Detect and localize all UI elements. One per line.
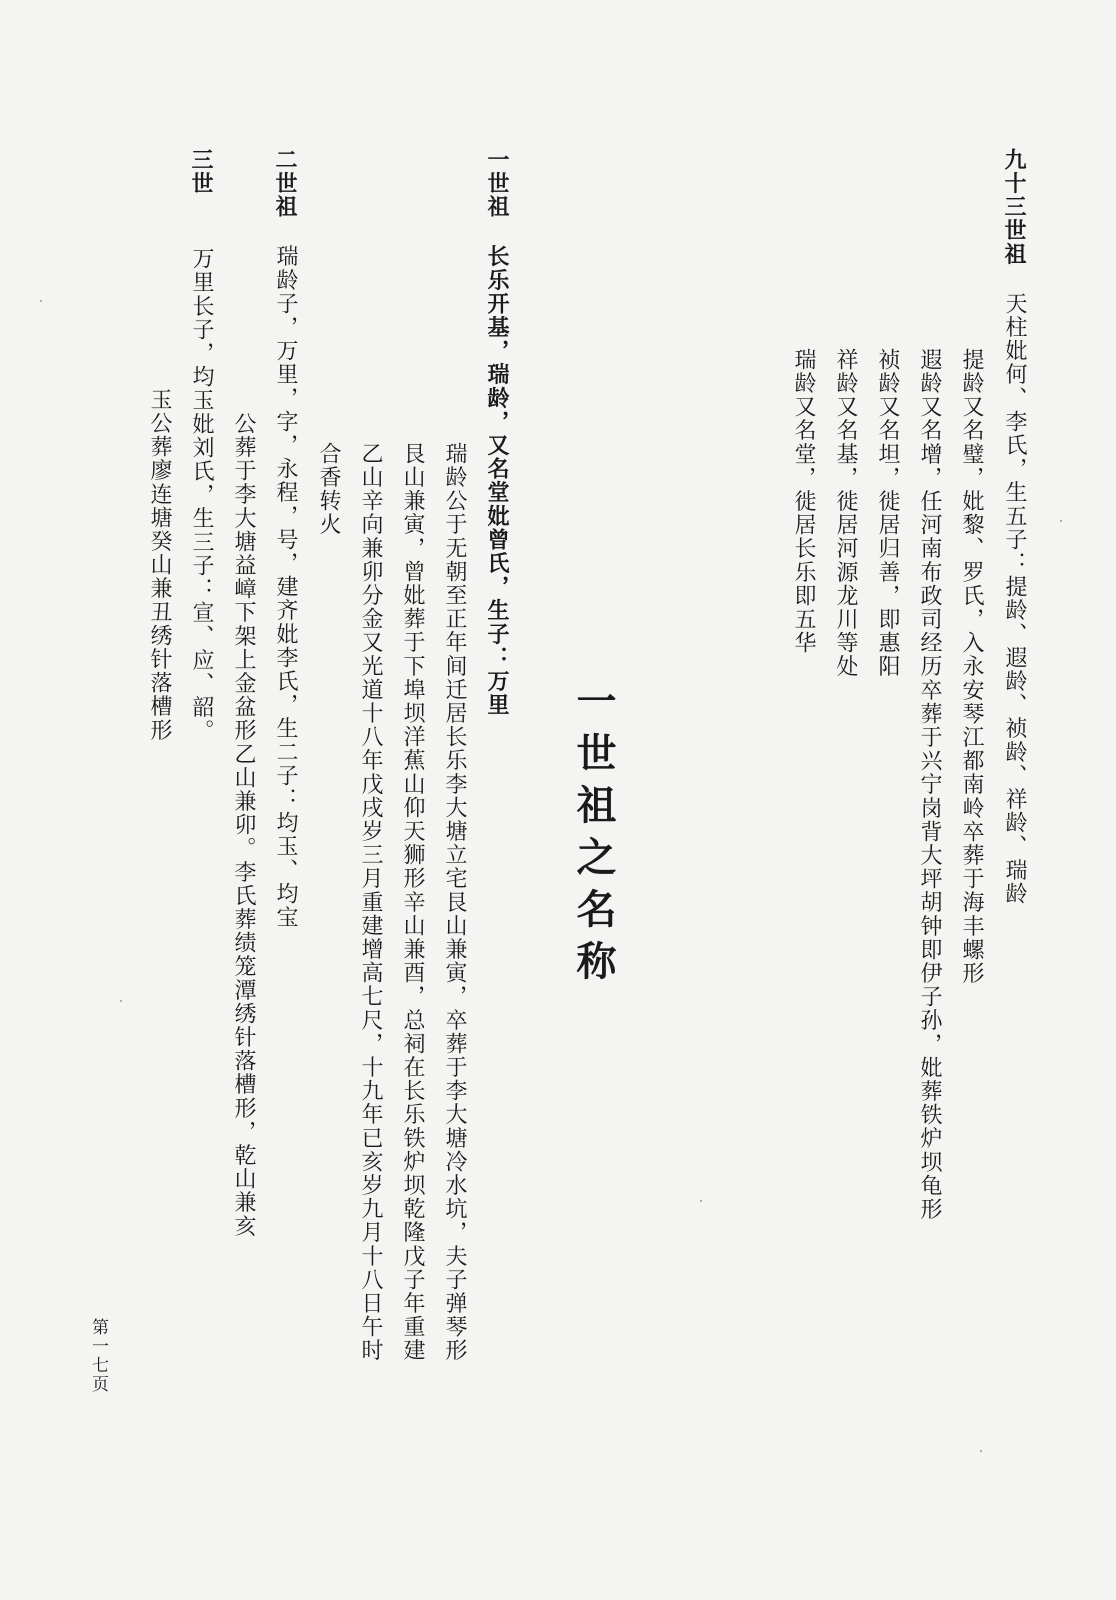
gen2-text: 瑞龄子，万里，字，永程，号，建齐妣李氏，生二子：均玉、均宝	[273, 244, 298, 930]
section-title: 一世祖之名称	[570, 680, 617, 992]
gen2-heading: 二世祖	[272, 148, 298, 219]
gen3-heading: 三世	[188, 148, 214, 196]
gen1-sub-line-3: 乙山辛向兼卯分金又光道十八年戊戌岁三月重建增高七尺，十九年已亥岁九月十八日午时	[358, 442, 383, 1363]
scan-speck	[1060, 520, 1062, 522]
gen3-sub-line-1: 玉公葬廖连塘癸山兼丑绣针落槽形	[147, 388, 172, 742]
gen1-sub-line-4: 合香转火	[316, 442, 341, 537]
scan-speck	[700, 1200, 702, 1202]
gen3-line	[190, 148, 212, 743]
gen93-sub-line-3: 祯龄又名坦，徙居归善，即惠阳	[875, 348, 900, 679]
gen1-text: 长乐开基，瑞龄，又名堂妣曾氏，生子：万里	[484, 244, 510, 717]
scan-speck	[40, 300, 42, 302]
gen2-sub-line-1: 公葬于李大塘益嶂下架上金盆形乙山兼卯。李氏葬绩笼潭绣针落槽形，乾山兼亥	[231, 412, 256, 1238]
gen93-line	[1003, 148, 1025, 906]
gen1-sub-line-1: 瑞龄公于无朝至正年间迁居长乐李大塘立宅艮山兼寅，卒葬于李大塘冷水坑，夫子弹琴形	[442, 442, 467, 1363]
gen93-sub-line-4: 祥龄又名基，徙居河源龙川等处	[833, 348, 858, 679]
gen93-heading: 九十三世祖	[1001, 148, 1027, 266]
gen2-line	[274, 148, 296, 929]
gen93-text: 天柱妣何、李氏，生五子：提龄、遐龄、祯龄、祥龄、瑞龄	[1002, 292, 1027, 906]
gen93-sub-line-5: 瑞龄又名堂，徙居长乐即五华	[791, 348, 816, 655]
gen1-line	[486, 148, 508, 717]
scan-speck	[120, 1000, 122, 1002]
gen1-sub-line-2: 艮山兼寅，曾妣葬于下埠坝洋蕉山仰天狮形辛山兼酉，总祠在长乐铁炉坝乾隆戊子年重建	[400, 442, 425, 1363]
gen1-heading: 一世祖	[484, 148, 510, 219]
gen93-sub-line-1: 提龄又名璧，妣黎、罗氏，入永安琴江都南岭卒葬于海丰螺形	[959, 348, 984, 986]
scan-speck	[980, 1450, 982, 1452]
gen93-sub-line-2: 遐龄又名增，任河南布政司经历卒葬于兴宁岗背大坪胡钟即伊子孙，妣葬铁炉坝龟形	[917, 348, 942, 1222]
gen3-text: 万里长子，均玉妣刘氏，生三子：宣、应、韶。	[189, 247, 214, 743]
page-number: 第一七页	[88, 1318, 108, 1394]
